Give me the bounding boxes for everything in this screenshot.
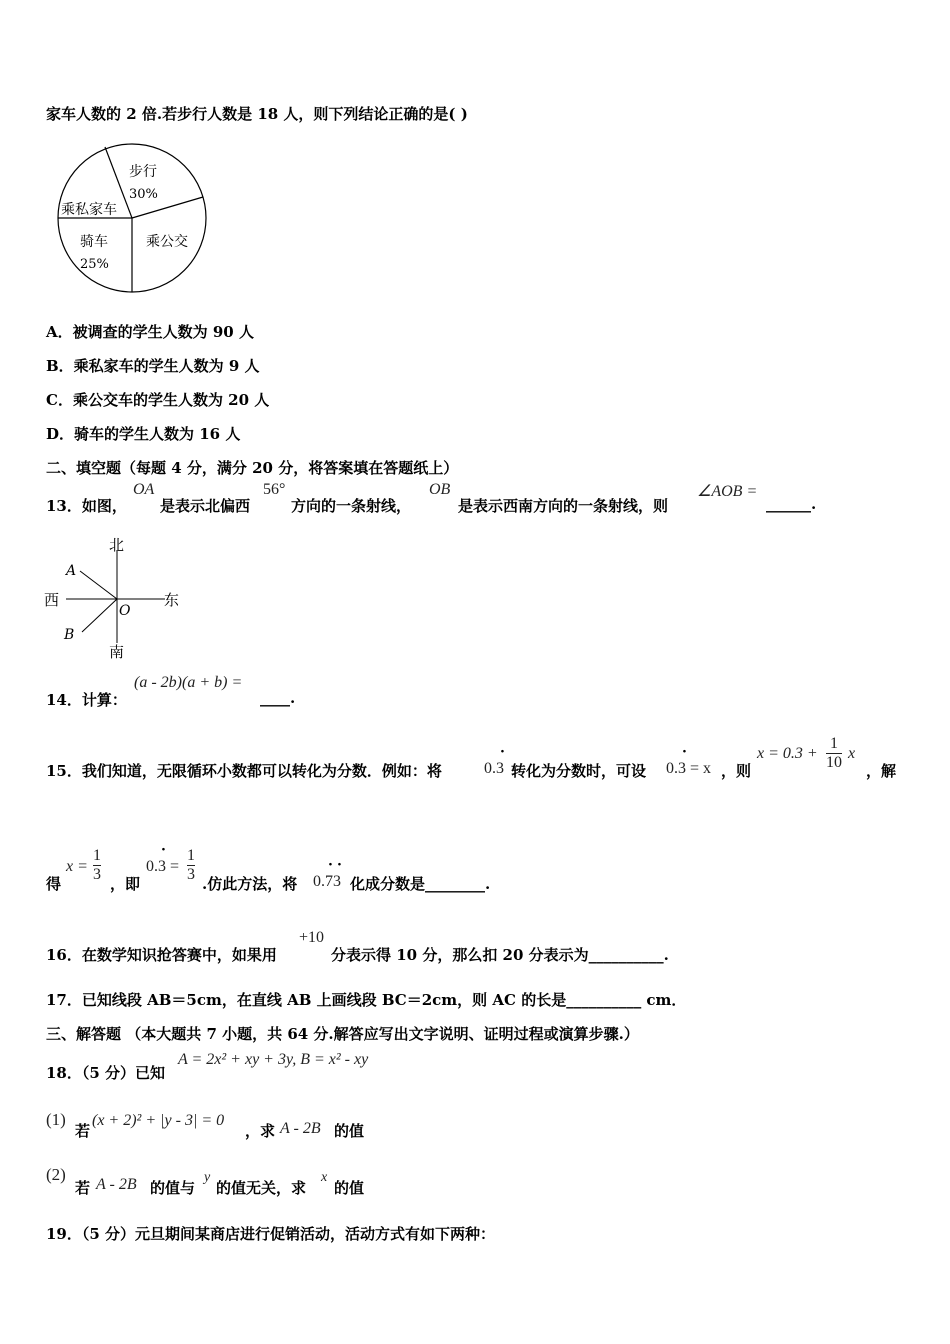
q15-text-3: ，解 [866, 762, 897, 780]
question-intro: 家车人数的 2 倍.若步行人数是 18 人，则下列结论正确的是( ) [46, 105, 468, 123]
q18-part2-x: x [321, 1170, 328, 1185]
section-heading-fill-in: 二、填空题（每题 4 分，满分 20 分，将答案填在答题纸上） [46, 459, 459, 477]
q15-text-4: ，即 [110, 875, 141, 893]
q15-eq-2: x = 0.3 + [757, 745, 818, 762]
option-a: A．被调查的学生人数为 90 人 [46, 323, 254, 341]
ray-oa [80, 571, 117, 599]
compass-figure [40, 535, 190, 665]
section-heading-answer: 三、解答题 （本大题共 7 小题，共 64 分.解答应写出文字说明、证明过程或演算步骤.） [46, 1025, 639, 1043]
q15-eq-1: 0.3 = x [666, 760, 712, 777]
q18-part2-text-4: 的值 [334, 1179, 365, 1197]
fraction-numerator: 1 [93, 847, 101, 864]
repeat-dot: · [328, 857, 333, 873]
q16-suffix: 分表示得 10 分，那么扣 20 分表示为__________. [331, 946, 669, 964]
q13-text-1: 是表示北偏西 [160, 497, 251, 515]
q15-decimal-2: 0.73 [313, 873, 341, 890]
q15-prefix: 15．我们知道，无限循环小数都可以转化为分数．例如：将 [46, 762, 442, 780]
q18-part1-index: (1) [46, 1110, 66, 1129]
q15-line2-end: 化成分数是________. [350, 875, 491, 893]
q15-eq-3: x = [66, 858, 88, 875]
fraction-one-third-2 [187, 848, 195, 883]
fraction-denominator: 3 [187, 866, 195, 883]
q14-answer-blank: ____. [260, 689, 296, 707]
fraction-numerator: 1 [187, 847, 195, 864]
q15-text-2: ，则 [721, 762, 752, 780]
pie-label-car: 乘私家车 [61, 202, 117, 218]
fraction-denominator: 10 [826, 754, 842, 771]
pie-label-bike: 骑车 [80, 234, 108, 250]
pie-label-bus: 乘公交 [146, 234, 188, 250]
fraction-one-third [93, 848, 101, 883]
label-north: 北 [109, 536, 125, 554]
repeat-dot: · [500, 744, 505, 760]
label-east: 东 [164, 591, 180, 609]
repeat-dot: · [161, 842, 166, 858]
fraction-numerator: 1 [830, 735, 838, 752]
fraction-one-tenth [826, 736, 842, 771]
option-c: C．乘公交车的学生人数为 20 人 [46, 391, 270, 409]
q18-part2-text-3: 的值无关，求 [216, 1179, 307, 1197]
q13-ob: OB [429, 481, 451, 498]
label-b: B [64, 627, 75, 643]
repeat-dot: · [682, 744, 687, 760]
q14-expression: (a - 2b)(a + b) = [134, 674, 243, 691]
label-south: 南 [109, 643, 125, 661]
q13-text-3: 是表示西南方向的一条射线，则 [458, 497, 669, 515]
q15-eq-4: 0.3 = [146, 858, 180, 875]
q18-expression: A = 2x² + xy + 3y, B = x² - xy [178, 1051, 369, 1068]
pie-chart [52, 142, 212, 302]
q15-text-5: .仿此方法，将 [202, 875, 298, 893]
q18-part1-text-2: ，求 [245, 1122, 276, 1140]
q18-part2-text-1: 若 [75, 1179, 91, 1197]
q18-part2-expression: A - 2B [96, 1176, 137, 1193]
q13-angle: 56° [263, 481, 286, 498]
option-b: B．乘私家车的学生人数为 9 人 [46, 357, 260, 375]
q13-oa: OA [133, 481, 155, 498]
q13-text-2: 方向的一条射线， [291, 497, 412, 515]
q16-value: +10 [299, 929, 325, 946]
q14-prefix: 14．计算： [46, 691, 127, 709]
q17: 17．已知线段 AB＝5cm，在直线 AB 上画线段 BC＝2cm，则 AC 的长是__________ cm． [46, 991, 687, 1009]
label-west: 西 [44, 591, 60, 609]
ray-ob [82, 599, 117, 632]
pie-label-walk: 步行 [129, 164, 157, 180]
q18-part2-text-2: 的值与 [150, 1179, 196, 1197]
repeat-dot: · [337, 857, 342, 873]
pie-pct-walk: 30% [129, 187, 158, 202]
q16-prefix: 16．在数学知识抢答赛中，如果用 [46, 946, 277, 964]
q15-text-1: 转化为分数时，可设 [511, 762, 647, 780]
q13-expression: ∠AOB = [697, 483, 758, 500]
q18-part2-index: (2) [46, 1165, 66, 1184]
q19: 19．（5 分）元旦期间某商店进行促销活动，活动方式有如下两种： [46, 1225, 496, 1243]
q18-prefix: 18．（5 分）已知 [46, 1064, 166, 1082]
q18-part1-expression: (x + 2)² + |y - 3| = 0 [92, 1112, 225, 1129]
pie-pct-bike: 25% [80, 257, 109, 272]
q18-part1-expression-2: A - 2B [280, 1120, 321, 1137]
label-o: O [119, 603, 131, 619]
q15-line2-prefix: 得 [46, 875, 62, 893]
label-a: A [66, 563, 77, 579]
q18-part1-text-3: 的值 [334, 1122, 365, 1140]
q15-decimal-1: 0.3 [484, 760, 504, 777]
q13-prefix: 13．如图， [46, 497, 127, 515]
fraction-denominator: 3 [93, 866, 101, 883]
q15-eq-2-end: x [848, 745, 856, 762]
q13-answer-blank: ______. [766, 495, 817, 513]
option-d: D．骑车的学生人数为 16 人 [46, 425, 241, 443]
q18-part2-y: y [204, 1170, 211, 1185]
q18-part1-text-1: 若 [75, 1122, 91, 1140]
